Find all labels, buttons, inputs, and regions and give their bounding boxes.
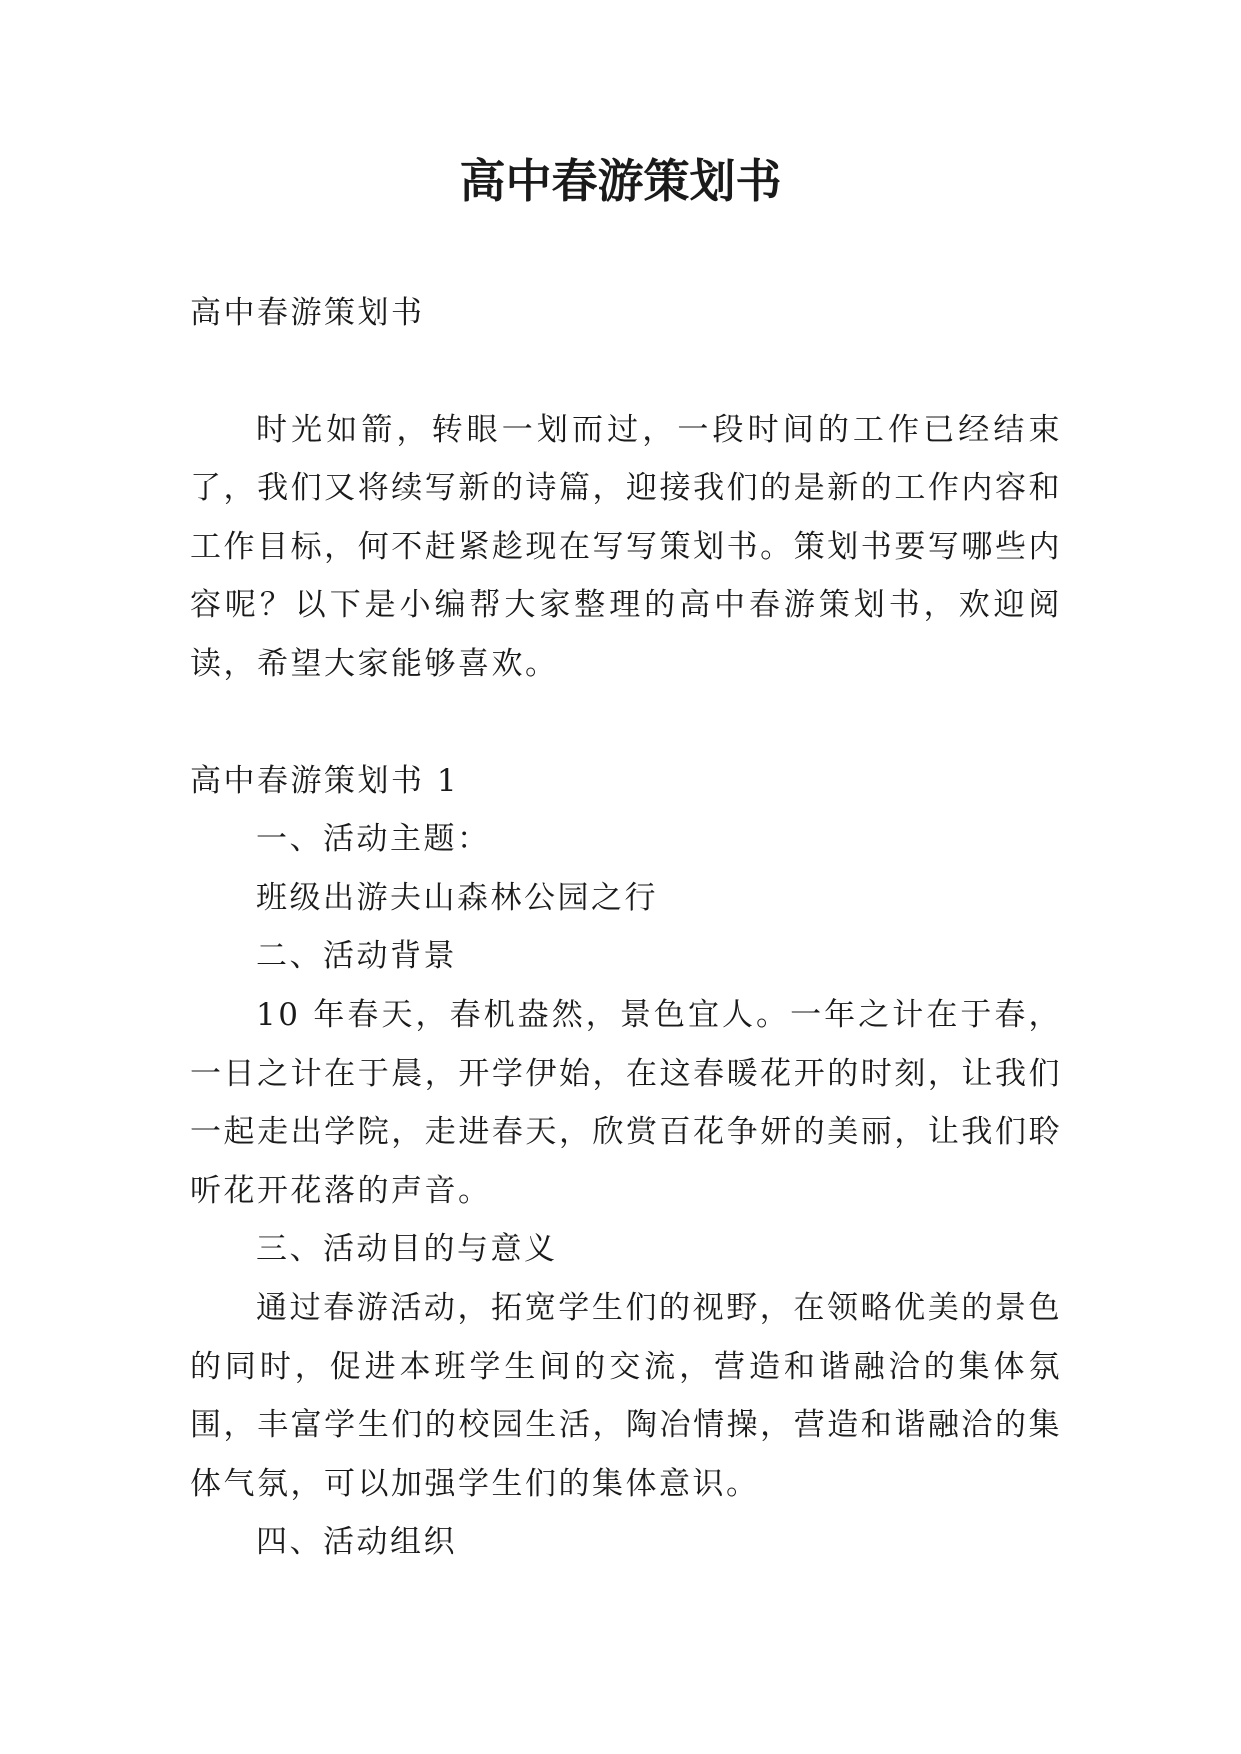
theme-text: 班级出游夫山森林公园之行 (256, 879, 658, 916)
purpose-heading: 三、活动目的与意义 (256, 1231, 558, 1268)
background-heading: 二、活动背景 (256, 938, 457, 975)
background-paragraph: 10 年春天，春机盎然，景色宜人。一年之计在于春，一日之计在于晨，开学伊始，在这春暖花开的时刻，让我们一起走出学院，走进春天，欣赏百花争妍的美丽，让我们聆听花开花落的声音。 (190, 996, 1062, 1209)
purpose-paragraph: 通过春游活动，拓宽学生们的视野，在领略优美的景色的同时，促进本班学生间的交流，营造和谐融洽的集体氛围，丰富学生们的校园生活，陶冶情操，营造和谐融洽的集体气氛，可以加强学生们的集体意识。 (190, 1289, 1062, 1502)
document-title: 高中春游策划书 (459, 154, 782, 208)
intro-paragraph: 时光如箭，转眼一划而过，一段时间的工作已经结束了，我们又将续写新的诗篇，迎接我们的是新的工作内容和工作目标，何不赶紧趁现在写写策划书。策划书要写哪些内容呢？以下是小编帮大家整理的高中春游策划书，欢迎阅读，希望大家能够喜欢。 (190, 411, 1062, 682)
organization-heading: 四、活动组织 (256, 1524, 457, 1561)
subtitle: 高中春游策划书 (190, 295, 425, 331)
document-body (190, 284, 1062, 1572)
theme-heading: 一、活动主题： (256, 821, 491, 858)
section-heading: 高中春游策划书 1 (190, 762, 460, 799)
